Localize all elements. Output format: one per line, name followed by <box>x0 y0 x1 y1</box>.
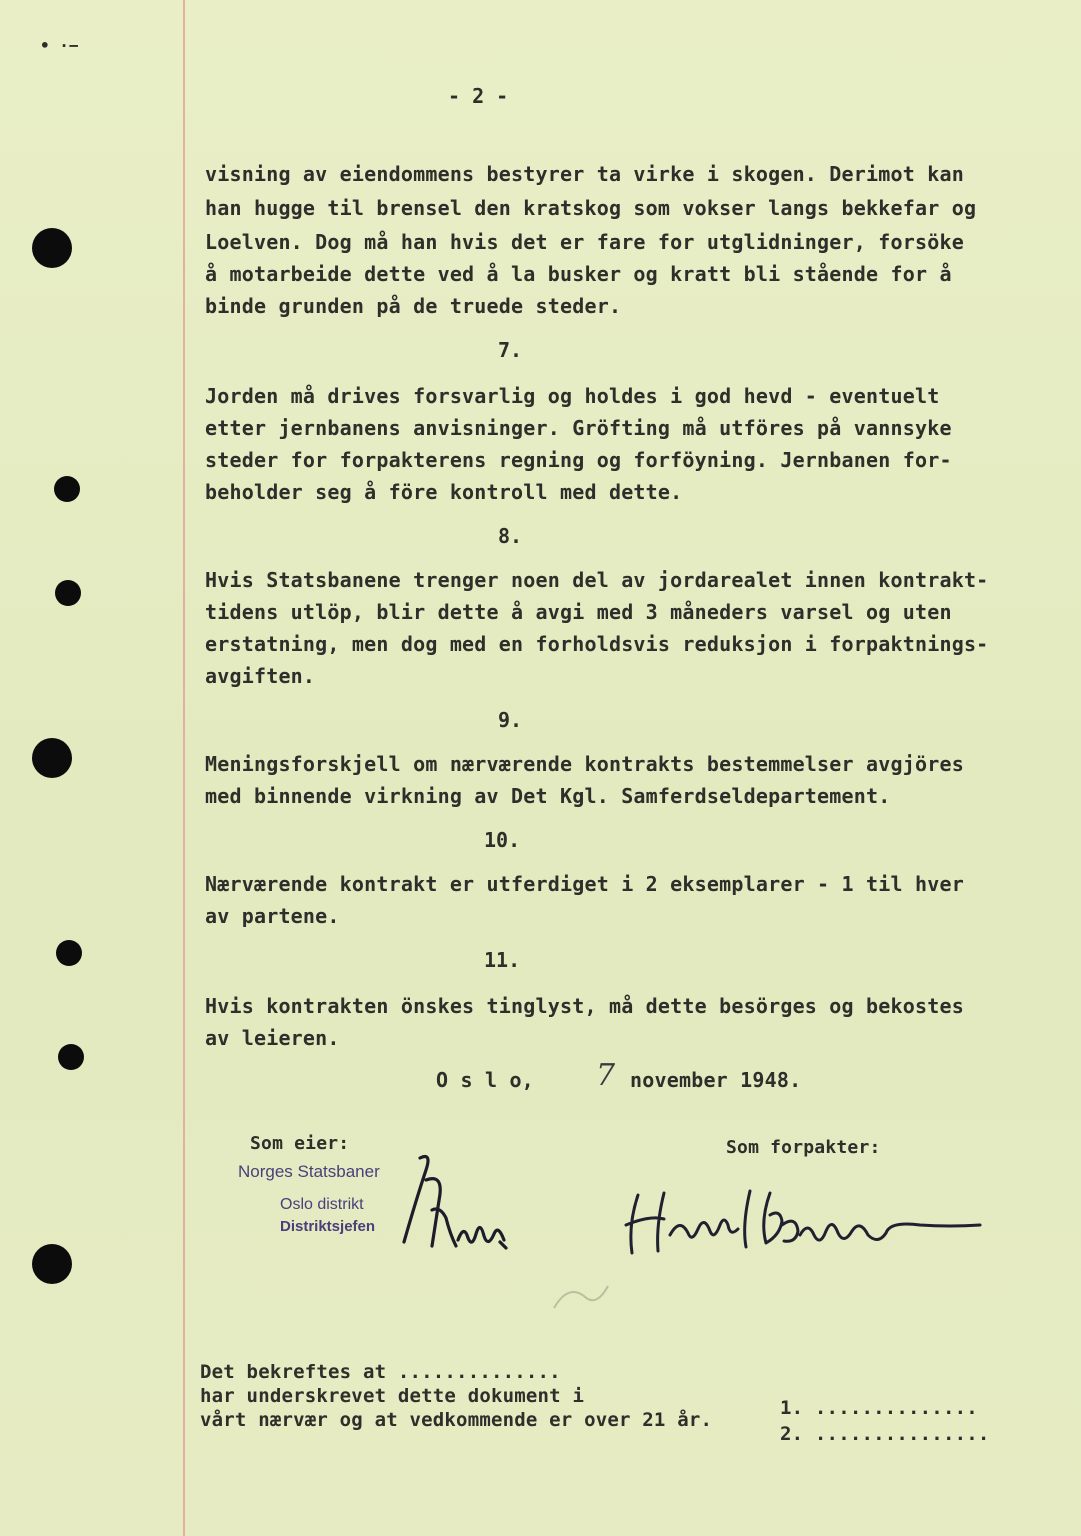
paragraph-line: av leieren. <box>205 1026 340 1050</box>
date-month-year: november 1948. <box>630 1068 802 1092</box>
paragraph-line: han hugge til brensel den kratskog som vokser langs bekkefar og <box>205 196 977 220</box>
stamp-line-3: Distriktsjefen <box>280 1218 376 1235</box>
section-number: 11. <box>484 948 521 972</box>
binder-hole <box>55 580 81 606</box>
paragraph-line: Meningsforskjell om nærværende kontrakts bestemmelser avgjöres <box>205 752 964 776</box>
paragraph-line: visning av eiendommens bestyrer ta virke i skogen. Derimot kan <box>205 162 964 186</box>
paragraph-line: tidens utlöp, blir dette å avgi med 3 måneders varsel og uten <box>205 600 952 624</box>
witness-slot-2: 2. ............... <box>780 1423 990 1445</box>
binder-hole <box>32 1244 72 1284</box>
paragraph-line: å motarbeide dette ved å la busker og kratt bli stående for å <box>205 262 952 286</box>
corner-mark: • ·− <box>40 36 79 55</box>
binder-hole <box>56 940 82 966</box>
binder-hole <box>54 476 80 502</box>
tenant-label: Som forpakter: <box>726 1137 881 1158</box>
paragraph-line: erstatning, men dog med en forholdsvis reduksjon i forpaktnings- <box>205 632 989 656</box>
paragraph-line: Hvis kontrakten önskes tinglyst, må dette besörges og bekostes <box>205 994 964 1018</box>
pencil-mark <box>548 1278 618 1318</box>
paragraph-line: Nærværende kontrakt er utferdiget i 2 eksemplarer - 1 til hver <box>205 872 964 896</box>
owner-signature <box>380 1150 530 1260</box>
owner-label: Som eier: <box>250 1133 350 1154</box>
witness-line-2: har underskrevet dette dokument i <box>200 1385 585 1407</box>
margin-line <box>183 0 185 1536</box>
date-day: 7 <box>596 1058 616 1093</box>
section-number: 9. <box>498 708 523 732</box>
page-number: - 2 - <box>448 84 509 108</box>
paragraph-line: binde grunden på de truede steder. <box>205 294 622 318</box>
paragraph-line: beholder seg å före kontroll med dette. <box>205 480 683 504</box>
binder-hole <box>32 228 72 268</box>
place-text: O s l o, <box>436 1068 534 1092</box>
paragraph-line: Loelven. Dog må han hvis det er fare for utglidninger, forsöke <box>205 230 964 254</box>
section-number: 8. <box>498 524 523 548</box>
binder-hole <box>58 1044 84 1070</box>
paragraph-line: steder for forpakterens regning og forföyning. Jernbanen for- <box>205 448 952 472</box>
tenant-signature <box>620 1185 990 1265</box>
witness-line-1: Det bekreftes at .............. <box>200 1361 561 1383</box>
paragraph-line: Jorden må drives forsvarlig og holdes i god hevd - eventuelt <box>205 384 940 408</box>
paragraph-line: avgiften. <box>205 664 316 688</box>
stamp-line-2: Oslo distrikt <box>280 1196 364 1213</box>
witness-line-3: vårt nærvær og at vedkommende er over 21 år. <box>200 1409 713 1431</box>
paragraph-line: Hvis Statsbanene trenger noen del av jordarealet innen kontrakt- <box>205 568 989 592</box>
paragraph-line: etter jernbanens anvisninger. Gröfting må utföres på vannsyke <box>205 416 952 440</box>
paragraph-line: med binnende virkning av Det Kgl. Samferdseldepartement. <box>205 784 891 808</box>
binder-hole <box>32 738 72 778</box>
section-number: 7. <box>498 338 523 362</box>
stamp-line-1: Norges Statsbaner <box>238 1162 380 1181</box>
paragraph-line: av partene. <box>205 904 340 928</box>
section-number: 10. <box>484 828 521 852</box>
witness-slot-1: 1. .............. <box>780 1397 978 1419</box>
